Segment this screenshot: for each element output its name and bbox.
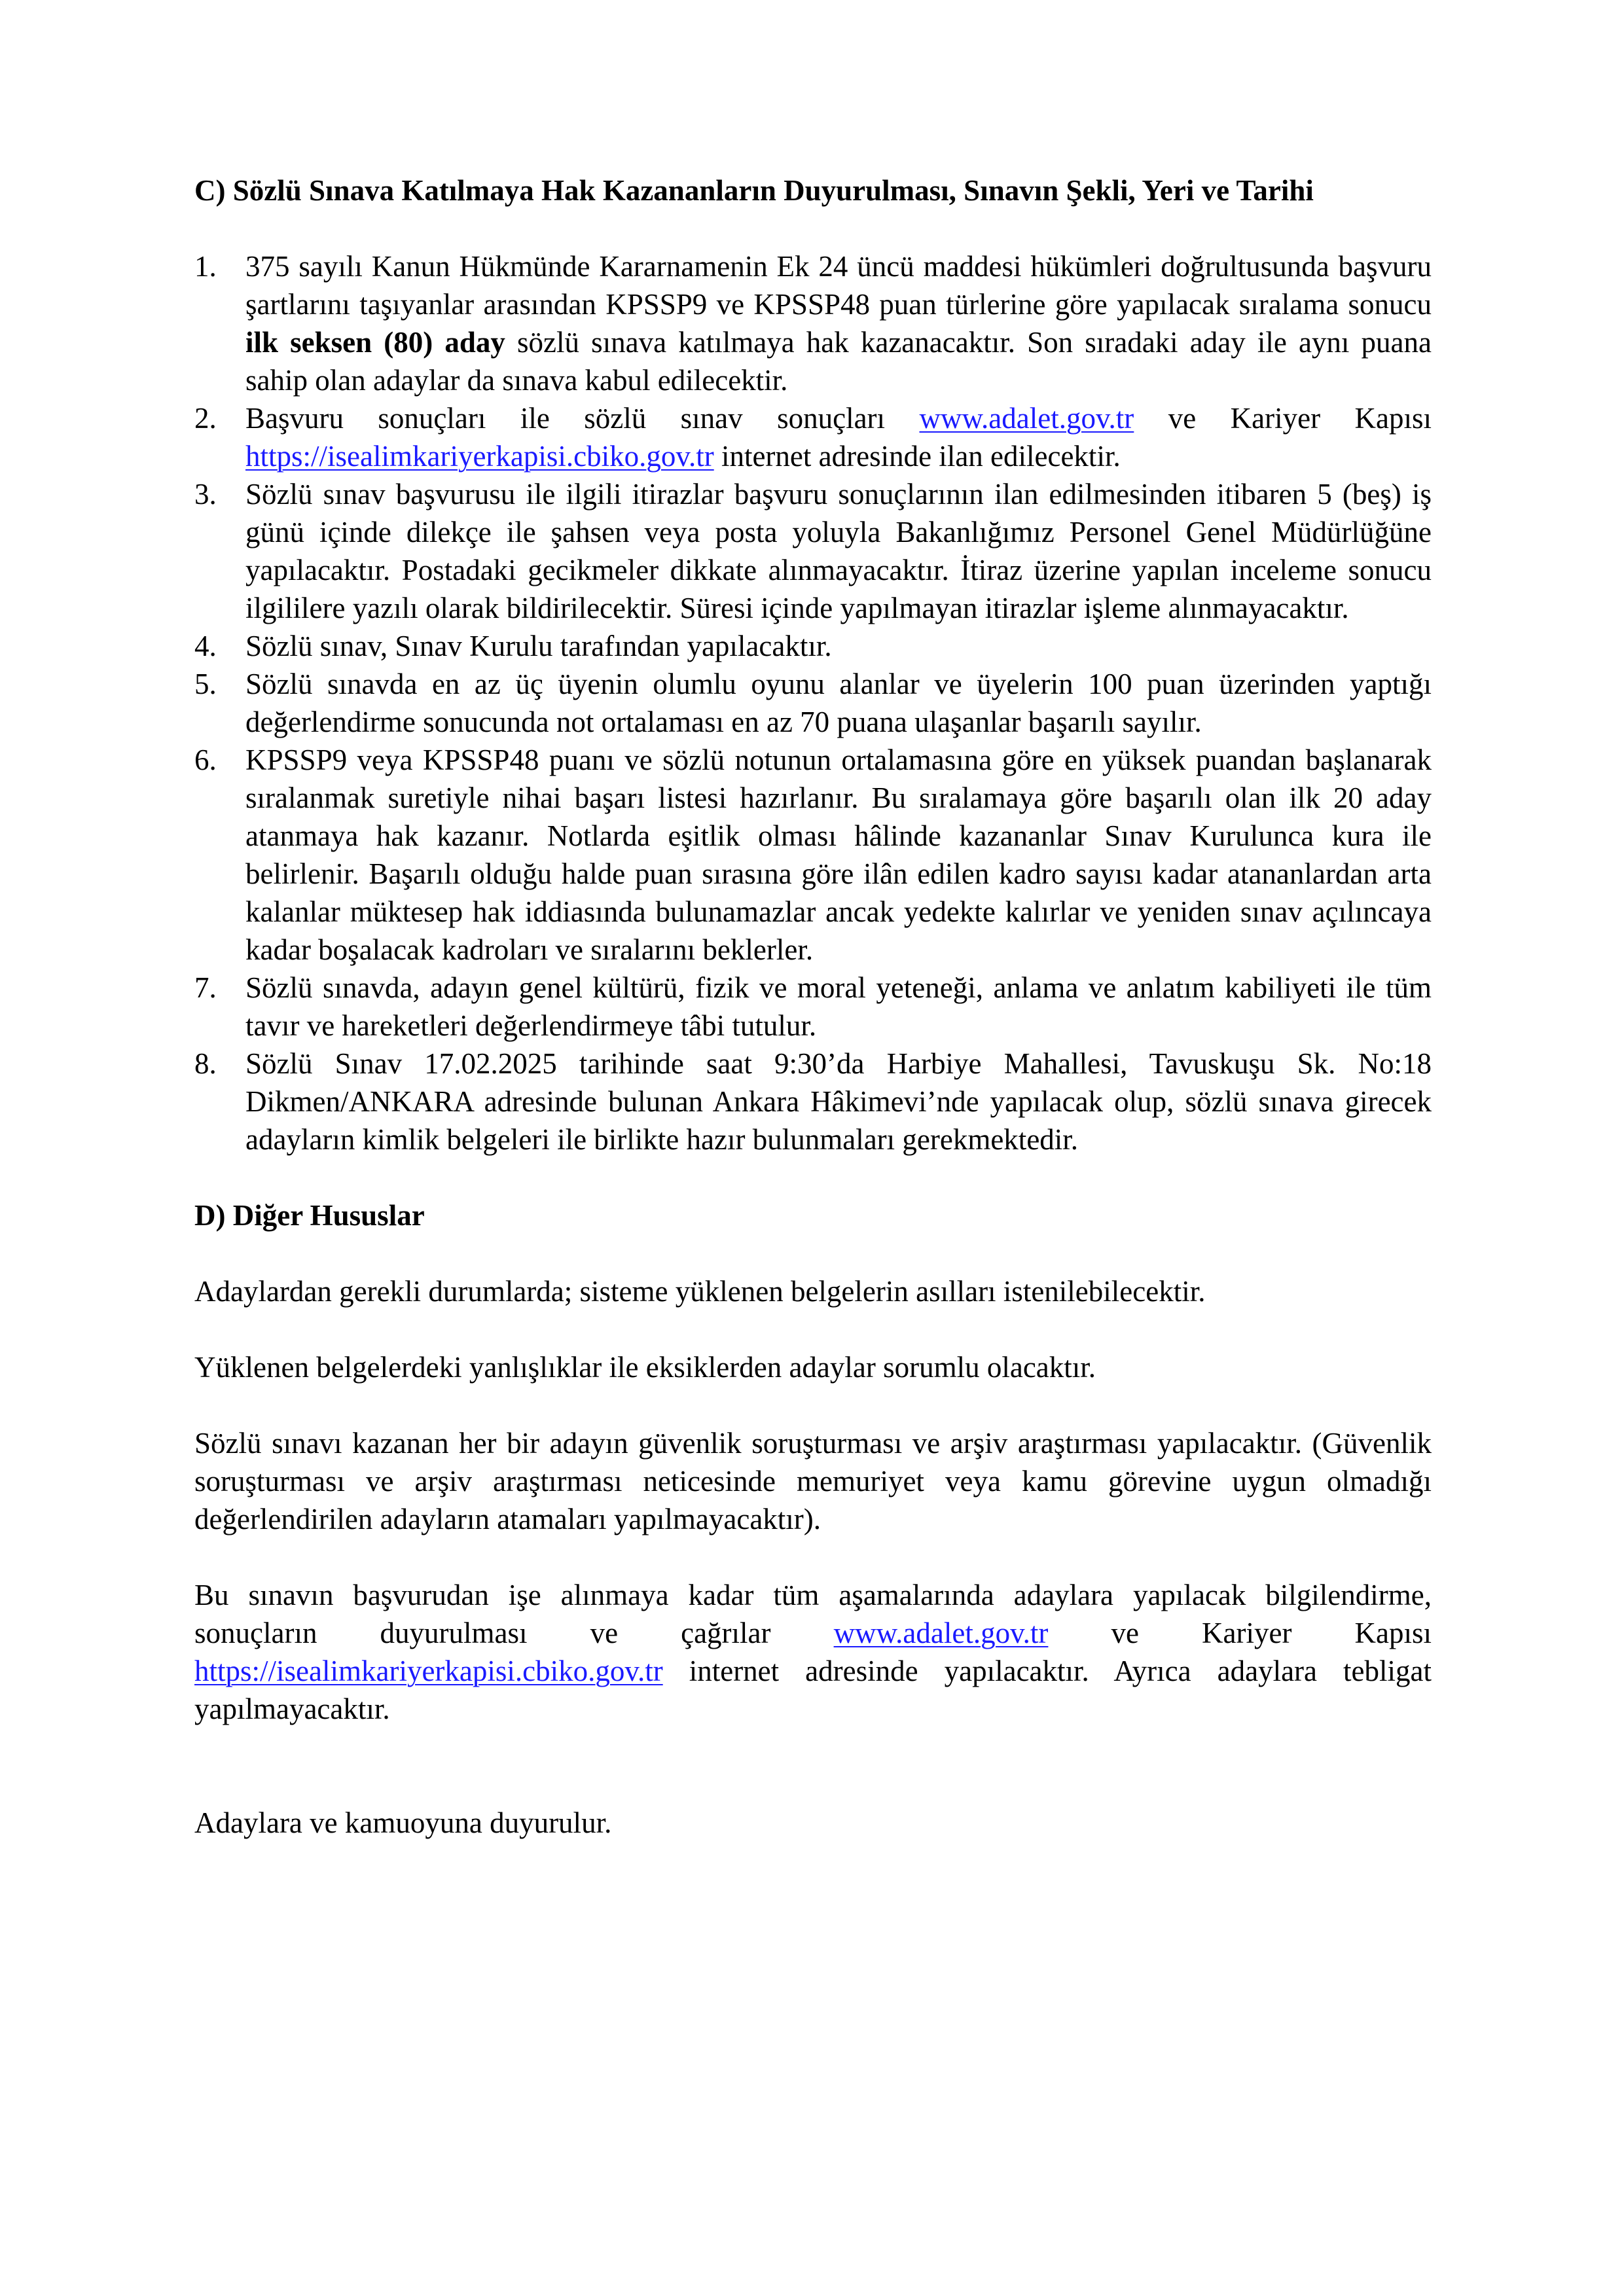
list-item-text: ve Kariyer Kapısı: [1134, 402, 1432, 435]
section-c-list: [194, 247, 1432, 1158]
paragraph-text: internet adresinde yapılacaktır. Ayrıca adaylara tebligat yapılmayacaktır.: [194, 1655, 1432, 1725]
list-item-text: Sözlü sınav başvurusu ile ilgili itirazlar başvuru sonuçlarının ilan edilmesinden itibaren 5 (beş) iş günü içinde dilekçe ile şahsen veya posta yoluyla Bakanlığımız Personel Genel Müdürlüğüne yapılacaktır. Postadaki gecikmeler dikkate alınmayacaktır. İtiraz üzerine yapılan inceleme sonucu ilgililere yazılı olarak bildirilecektir. Süresi içinde yapılmayan itirazlar işleme alınmayacaktır.: [245, 478, 1432, 624]
list-item-text: Sözlü sınavda, adayın genel kültürü, fizik ve moral yeteneği, anlama ve anlatım kabiliyeti ile tüm tavır ve hareketleri değerlendirmeye tâbi tutulur.: [245, 971, 1432, 1042]
list-item-number: 8.: [194, 1047, 217, 1080]
list-item: [194, 247, 1432, 399]
paragraph-responsibility: Yüklenen belgelerdeki yanlışlıklar ile eksiklerden adaylar sorumlu olacaktır.: [194, 1351, 1096, 1384]
list-item: [194, 399, 1432, 475]
paragraph-text: ve Kariyer Kapısı: [1048, 1617, 1432, 1649]
paragraph-text: Bu sınavın başvurudan işe alınmaya kadar tüm aşamalarında adaylara yapılacak bilgilendirme, sonuçların duyurulması ve çağrılar: [194, 1579, 1432, 1649]
list-item-number: 5.: [194, 668, 217, 700]
closing-announcement: Adaylara ve kamuoyuna duyurulur.: [194, 1806, 612, 1839]
list-item: [194, 969, 1432, 1045]
list-item-number: 3.: [194, 478, 217, 511]
section-c-heading: C) Sözlü Sınava Katılmaya Hak Kazananların Duyurulması, Sınavın Şekli, Yeri ve Tarihi: [194, 174, 1314, 207]
list-item-number: 6.: [194, 744, 217, 776]
list-item-text: Sözlü sınavda en az üç üyenin olumlu oyunu alanlar ve üyelerin 100 puan üzerinden yaptığı değerlendirme sonucunda not ortalaması en az 70 puana ulaşanlar başarılı sayılır.: [245, 668, 1432, 738]
list-item-number: 2.: [194, 402, 217, 435]
list-item: [194, 741, 1432, 969]
document-page: [194, 171, 1432, 1842]
section-d-heading: D) Diğer Hususlar: [194, 1199, 425, 1232]
list-item-text: Başvuru sonuçları ile sözlü sınav sonuçları: [245, 402, 920, 435]
kariyer-kapisi-link[interactable]: https://isealimkariyerkapisi.cbiko.gov.tr: [245, 440, 714, 473]
list-item: [194, 665, 1432, 741]
list-item-text: internet adresinde ilan edilecektir.: [713, 440, 1121, 473]
list-item-text: sözlü sınava katılmaya hak kazanacaktır. Son sıradaki aday ile aynı puana sahip olan adaylar da sınava kabul edilecektir.: [245, 326, 1432, 397]
adalet-link[interactable]: www.adalet.gov.tr: [919, 402, 1134, 435]
paragraph-notifications: [194, 1576, 1432, 1728]
list-item-text: 375 sayılı Kanun Hükmünde Kararnamenin Ek 24 üncü maddesi hükümleri doğrultusunda başvuru şartlarını taşıyanlar arasından KPSSP9 ve KPSSP48 puan türlerine göre yapılacak sıralama sonucu: [245, 250, 1432, 321]
bold-emphasis: ilk seksen (80) aday: [245, 326, 505, 359]
kariyer-kapisi-link[interactable]: https://isealimkariyerkapisi.cbiko.gov.tr: [194, 1655, 663, 1687]
list-item-text: KPSSP9 veya KPSSP48 puanı ve sözlü notunun ortalamasına göre en yüksek puandan başlanarak sıralanmak suretiyle nihai başarı listesi hazırlanır. Bu sıralamaya göre başarılı olan ilk 20 aday atanmaya hak kazanır. Notlarda eşitlik olması hâlinde kazananlar Sınav Kurulunca kura ile belirlenir. Başarılı olduğu halde puan sırasına göre ilân edilen kadro sayısı kadar atananlardan arta kalanlar müktesep hak iddiasında bulunamazlar ancak yedekte kalırlar ve yeniden sınav açılıncaya kadar boşalacak kadroları ve sıralarını beklerler.: [245, 744, 1432, 966]
list-item-number: 4.: [194, 630, 217, 662]
list-item-number: 7.: [194, 971, 217, 1004]
list-item: [194, 627, 1432, 665]
list-item-text: Sözlü sınav, Sınav Kurulu tarafından yapılacaktır.: [245, 630, 832, 662]
list-item: [194, 1045, 1432, 1158]
adalet-link[interactable]: www.adalet.gov.tr: [833, 1617, 1049, 1649]
list-item-text: Sözlü Sınav 17.02.2025 tarihinde saat 9:30’da Harbiye Mahallesi, Tavuskuşu Sk. No:18 Dikmen/ANKARA adresinde bulunan Ankara Hâkimevi’nde yapılacak olup, sözlü sınava girecek adayların kimlik belgeleri ile birlikte hazır bulunmaları gerekmektedir.: [245, 1047, 1432, 1156]
paragraph-original-documents: Adaylardan gerekli durumlarda; sisteme yüklenen belgelerin asılları istenilebilecektir.: [194, 1275, 1206, 1308]
paragraph-security-check: Sözlü sınavı kazanan her bir adayın güvenlik soruşturması ve arşiv araştırması yapılacaktır. (Güvenlik soruşturması ve arşiv araştırması neticesinde memuriyet veya kamu görevine uygun olmadığı değerlendirilen adayların atamaları yapılmayacaktır).: [194, 1427, 1432, 1535]
list-item: [194, 475, 1432, 627]
list-item-number: 1.: [194, 250, 217, 283]
